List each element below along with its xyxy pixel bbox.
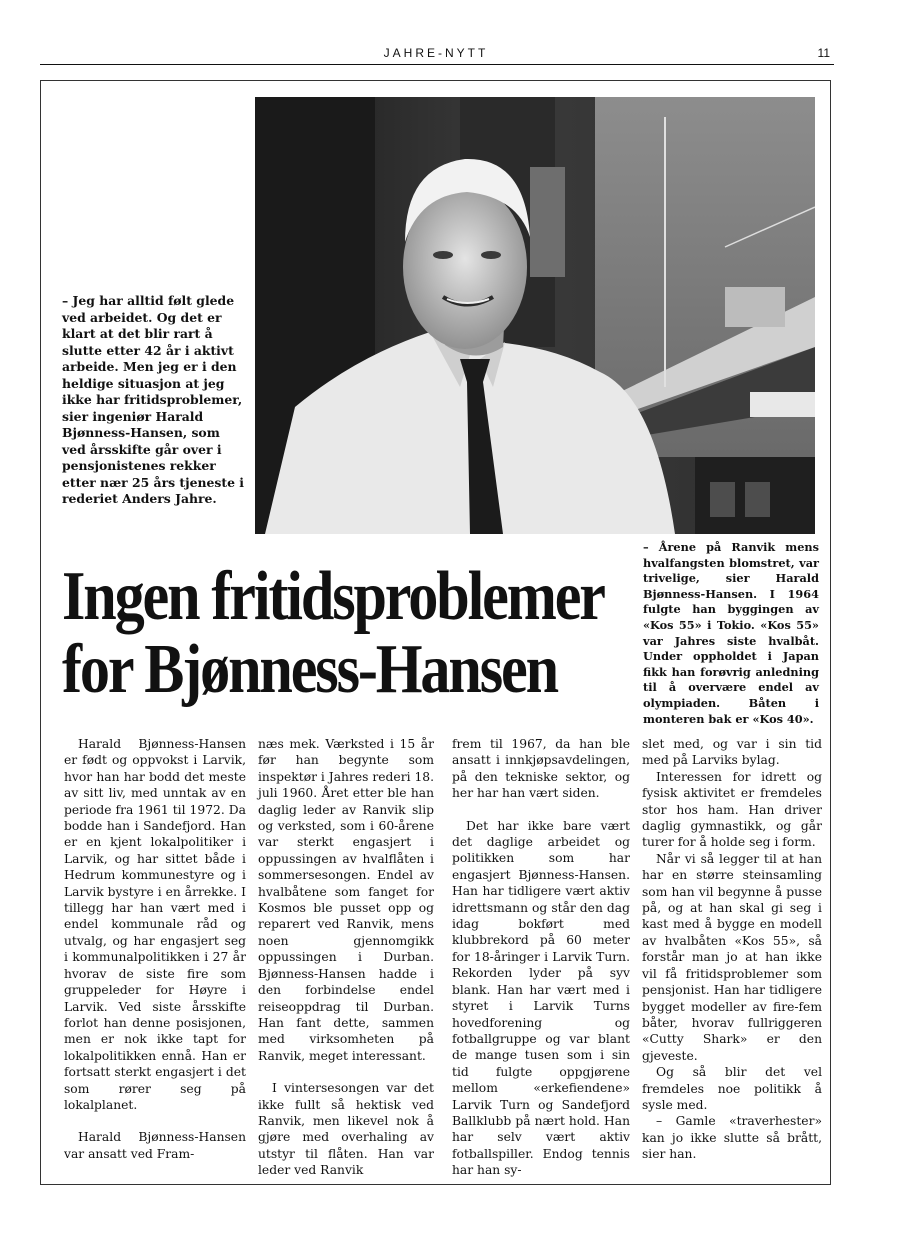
- body-paragraph: frem til 1967, da han ble ansatt i innkjøpsavdelingen, på den tekniske sektor, og her har han vært siden.: [452, 737, 630, 801]
- header-rule: [40, 64, 834, 65]
- body-paragraph: – Gamle «traverhester» kan jo ikke slutte så brått, sier han.: [642, 1114, 822, 1162]
- body-paragraph: næs mek. Værksted i 15 år før han begynte som inspektør i Jahres rederi 18. juli 1960. Året etter ble han daglig leder av Ranvik slip og verksted, som i 60-årene var sterkt engasjert i oppussingen av hvalflåten i sommersesongen. Endel av hvalbåtene som fanget for Kosmos ble pusset opp og reparert ved Ranvik, mens noen gjennomgikk oppussingen i Durban. Bjønness-Hansen hadde i den forbindelse endel reiseoppdrag til Durban. Han fant dette, sammen med virksomheten på Ranvik, meget interessant.: [258, 737, 434, 1063]
- running-header: [40, 44, 832, 62]
- body-column-3: [452, 736, 630, 1179]
- article-headline: [62, 558, 604, 708]
- portrait-photo-drawing: [255, 97, 815, 534]
- body-paragraph: Harald Bjønness-Hansen var ansatt ved Fram-: [64, 1130, 246, 1161]
- body-paragraph: Og så blir det vel fremdeles noe politikk å sysle med.: [642, 1065, 822, 1112]
- body-paragraph: Det har ikke bare vært det daglige arbeidet og politikken som har engasjert Bjønness-Hansen. Han har tidligere vært aktiv idrettsmann og står den dag idag bokført med klubbrekord på 60 meter for 18-åringer i Larvik Turn. Rekorden lyder på syv blank. Han har vært med i styret i Larvik Turns hovedforening og fotballgruppe og var blant de mange tusen som i sin tid fulgte oppgjørene mellom «erkefiendene» Larvik Turn og Sandefjord Ballklubb på nært hold. Han har selv vært aktiv fotballspiller. Endog tennis har han sy-: [452, 818, 630, 1178]
- body-column-2: [258, 736, 434, 1179]
- body-column-4: [642, 736, 822, 1163]
- body-column-1: [64, 736, 246, 1162]
- headline-line-1: Ingen fritidsproblemer: [62, 558, 604, 635]
- portrait-photo: [255, 97, 815, 534]
- body-paragraph: slet med, og var i sin tid med på Larviks bylag.: [642, 737, 822, 768]
- page-number: 11: [817, 46, 830, 60]
- body-paragraph: Når vi så legger til at han har en større steinsamling som han vil begynne å pusse på, og at han skal gi seg i kast med å bygge en modell av hvalbåten «Kos 55», så forstår man jo at han ikke vil få fritidsproblemer som pensjonist. Han har tidligere bygget modeller av fire-fem båter, hvorav fullriggeren «Cutty Shark» er den gjeveste.: [642, 851, 822, 1063]
- body-paragraph: Harald Bjønness-Hansen er født og oppvokst i Larvik, hvor han har bodd det meste av sitt liv, med unntak av en periode fra 1961 til 1972. Da bodde han i Sandefjord. Han er en kjent lokalpolitiker i Larvik, og har sittet både i Hedrum kommunestyre og i Larvik bystyre i en årrekke. I tillegg har han vært med i endel kommunale råd og utvalg, og har engasjert seg i kommunalpolitikken i 27 år hvorav de siste fire som gruppeleder for Høyre i Larvik. Ved siste årsskifte forlot han denne posisjonen, men er nok ikke tapt for lokalpolitikken ennå. Han er fortsatt sterkt engasjert i det som rører seg på lokalplanet.: [64, 737, 246, 1112]
- publication-title: JAHRE-NYTT: [383, 46, 489, 60]
- body-paragraph: Interessen for idrett og fysisk aktivitet er fremdeles stor hos ham. Han driver daglig gymnastikk, og går turer for å holde seg i form.: [642, 769, 822, 850]
- headline-line-2: for Bjønness-Hansen: [62, 631, 557, 708]
- intro-quote: – Jeg har alltid følt glede ved arbeidet. Og det er klart at det blir rart å slutte etter 42 år i aktivt arbeide. Men jeg er i den heldige situasjon at jeg ikke har fritidsproblemer, sier ingeniør Harald Bjønness-Hansen, som ved årsskifte går over i pensjonistenes rekker etter nær 25 års tjeneste i rederiet Anders Jahre.: [62, 293, 244, 506]
- body-paragraph: I vintersesongen var det ikke fullt så hektisk ved Ranvik, men likevel nok å gjøre med overhaling av utstyr til flåten. Han var leder ved Ranvik: [258, 1081, 434, 1178]
- photo-caption: – Årene på Ranvik mens hvalfangsten blomstret, var trivelige, sier Harald Bjønness-Hansen. I 1964 fulgte han byggingen av «Kos 55» i Tokio. «Kos 55» var Jahres siste hvalbåt. Under oppholdet i Japan fikk han forøvrig anledning til å overvære endel av olympiaden. Båten i monteren bak er «Kos 40».: [643, 540, 819, 726]
